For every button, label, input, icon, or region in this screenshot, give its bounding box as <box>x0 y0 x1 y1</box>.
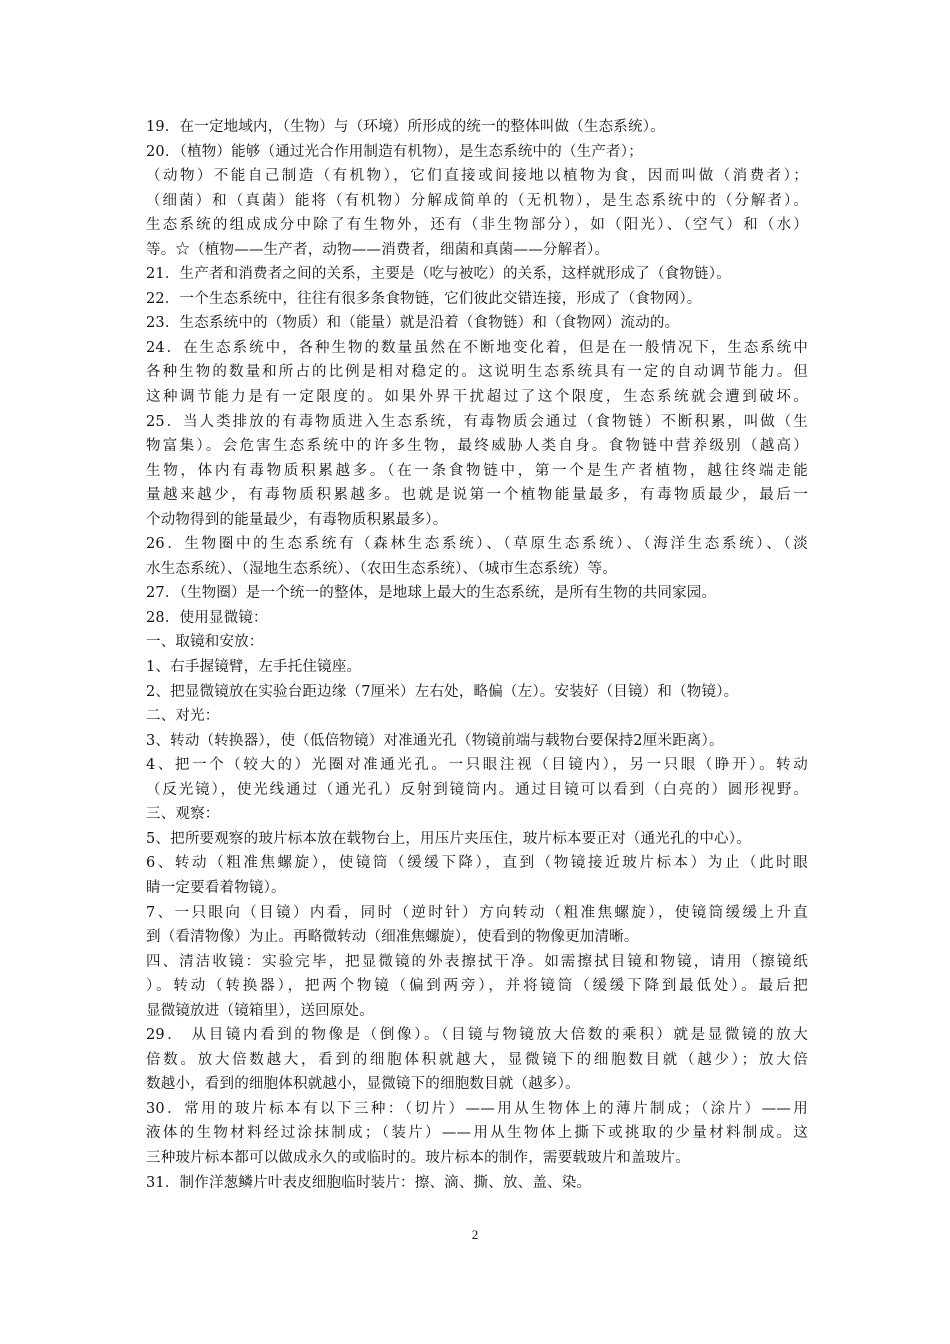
text-line: 物富集）。会危害生态系统中的许多生物，最终威胁人类自身。食物链中营养级别（越高） <box>146 438 808 455</box>
text-line: 6、转动（粗准焦螺旋），使镜筒（缓缓下降），直到（物镜接近玻片标本）为止（此时眼 <box>146 855 808 872</box>
text-line: 三、观察： <box>146 806 220 823</box>
text-line: 液体的生物材料经过涂抹制成；（装片）——用从生物体上撕下或挑取的少量材料制成。这 <box>146 1125 808 1142</box>
text-line: 量越来越少，有毒物质积累越多。也就是说第一个植物能量最多，有毒物质最少，最后一 <box>146 487 808 504</box>
text-line: 31．制作洋葱鳞片叶表皮细胞临时装片：擦、滴、撕、放、盖、染。 <box>146 1174 592 1191</box>
page-number: 2 <box>471 1227 479 1242</box>
text-line: 23．生态系统中的（物质）和（能量）就是沿着（食物链）和（食物网）流动的。 <box>146 315 680 332</box>
text-line: （动物）不能自己制造（有机物），它们直接或间接地以植物为食，因而叫做（消费者）； <box>146 168 808 185</box>
text-line: 水生态系统）、（湿地生态系统）、（农田生态系统）、（城市生态系统）等。 <box>146 560 617 577</box>
text-line: 各种生物的数量和所占的比例是相对稳定的。这说明生态系统具有一定的自动调节能力。但 <box>146 364 808 381</box>
text-line: 25．当人类排放的有毒物质进入生态系统，有毒物质会通过（食物链）不断积累，叫做（生 <box>146 413 808 430</box>
text-line: （反光镜），使光线通过（通光孔）反射到镜筒内。通过目镜可以看到（白亮的）圆形视野。 <box>146 781 808 798</box>
text-line: 28．使用显微镜： <box>146 609 268 626</box>
text-line: 4、把一个（较大的）光圈对准通光孔。一只眼注视（目镜内），另一只眼（睁开）。转动 <box>146 757 808 774</box>
text-line: 数越小，看到的细胞体积就越小，显微镜下的细胞数目就（越多）。 <box>146 1076 580 1093</box>
text-line: 30．常用的玻片标本有以下三种：（切片）——用从生物体上的薄片制成；（涂片）——用 <box>146 1100 808 1117</box>
text-line: 2、把显微镜放在实验台距边缘（7厘米）左右处，略偏（左）。安装好（目镜）和（物镜）。 <box>146 683 739 700</box>
text-line: 个动物得到的能量最少，有毒物质积累最多）。 <box>146 511 448 528</box>
text-line: 等。☆（植物——生产者，动物——消费者，细菌和真菌——分解者）。 <box>146 241 610 258</box>
text-line: 二、对光： <box>146 708 220 725</box>
text-line: 7、一只眼向（目镜）内看，同时（逆时针）方向转动（粗准焦螺旋），使镜筒缓缓上升直 <box>146 904 808 921</box>
text-line: ）。转动（转换器），把两个物镜（偏到两旁），并将镜筒（缓缓下降到最低处）。最后把 <box>146 978 808 995</box>
text-line: 26．生物圈中的生态系统有（森林生态系统）、（草原生态系统）、（海洋生态系统）、（淡 <box>146 536 808 553</box>
text-line: 21．生产者和消费者之间的关系，主要是（吃与被吃）的关系，这样就形成了（食物链）。 <box>146 266 731 283</box>
text-line: 这种调节能力是有一定限度的。如果外界干扰超过了这个限度，生态系统就会遭到破坏。 <box>146 389 808 406</box>
text-line: 29． 从目镜内看到的物像是（倒像）。（目镜与物镜放大倍数的乘积）就是显微镜的放大 <box>146 1027 808 1044</box>
text-line: 22．一个生态系统中，往往有很多条食物链，它们彼此交错连接，形成了（食物网）。 <box>146 290 702 307</box>
text-line: 20．（植物）能够（通过光合作用制造有机物），是生态系统中的（生产者）； <box>146 143 643 160</box>
text-line: 显微镜放进（镜箱里），送回原处。 <box>146 1002 374 1019</box>
text-line: 睛一定要看着物镜）。 <box>146 879 286 896</box>
text-line: 四、清洁收镜：实验完毕，把显微镜的外表擦拭干净。如需擦拭目镜和物镜，请用（擦镜纸 <box>146 953 808 970</box>
text-line: 一、取镜和安放： <box>146 634 264 651</box>
text-line: 倍数。放大倍数越大，看到的细胞体积就越大，显微镜下的细胞数目就（越少）；放大倍 <box>146 1051 808 1068</box>
document-body <box>146 115 808 1195</box>
text-line: 3、转动（转换器），使（低倍物镜）对准通光孔（物镜前端与载物台要保持2厘米距离）。 <box>146 732 724 749</box>
text-line: 1、右手握镜臂，左手托住镜座。 <box>146 659 362 676</box>
text-line: （细菌）和（真菌）能将（有机物）分解成简单的（无机物），是生态系统中的（分解者）。 <box>146 192 808 209</box>
text-line: 27．（生物圈）是一个统一的整体，是地球上最大的生态系统，是所有生物的共同家园。 <box>146 585 717 602</box>
text-line: 到（看清物像）为止。再略微转动（细准焦螺旋），使看到的物像更加清晰。 <box>146 929 639 946</box>
text-line: 三种玻片标本都可以做成永久的或临时的。玻片标本的制作，需要载玻片和盖玻片。 <box>146 1149 690 1166</box>
text-line: 19．在一定地域内，（生物）与（环境）所形成的统一的整体叫做（生态系统）。 <box>146 119 665 135</box>
text-line: 生物，体内有毒物质积累越多。（在一条食物链中，第一个是生产者植物，越往终端走能 <box>146 462 808 479</box>
text-line: 24．在生态系统中，各种生物的数量虽然在不断地变化着，但是在一般情况下，生态系统中 <box>146 339 808 356</box>
text-line: 5、把所要观察的玻片标本放在载物台上，用压片夹压住，玻片标本要正对（通光孔的中心）。 <box>146 830 751 847</box>
text-line: 生态系统的组成成分中除了有生物外，还有（非生物部分），如（阳光）、（空气）和（水） <box>146 217 808 234</box>
